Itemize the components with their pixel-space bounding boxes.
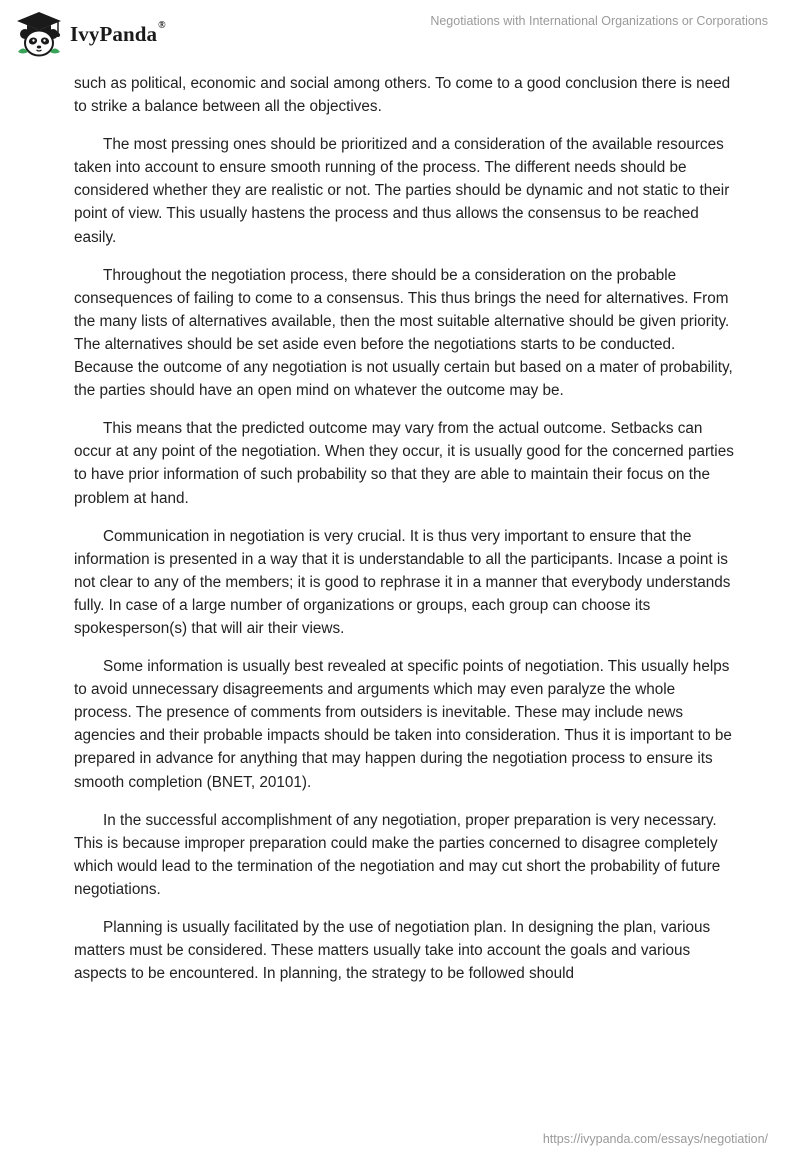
paragraph: Some information is usually best revealed at specific points of negotiation. This usually helps to avoid unnecessary disagreements and arguments which may even paralyze the whole process. The presence of comments from outsiders is inevitable. These may include news agencies and their probable impacts should be taken into consideration. Thus it is important to be prepared in advance for anything that may happen during the negotiation process to ensure its smooth completion (BNET, 20101).	[74, 658, 732, 791]
paragraph: Communication in negotiation is very crucial. It is thus very important to ensure that the information is presented in a way that it is understandable to all the participants. Incase a point is not clear to any of the members; it is good to rephrase it in a manner that everybody understands fully. In case of a large number of organizations or groups, each group can choose its spokesperson(s) that will air their views.	[74, 527, 731, 637]
paragraph: In the successful accomplishment of any negotiation, proper preparation is very necessary. This is because improper preparation could make the parties concerned to disagree completely which would lead to the termination of the negotiation and may cut short the probability of future negotiations.	[74, 811, 721, 898]
page-header	[0, 0, 800, 70]
paragraph: such as political, economic and social among others. To come to a good conclusion there is need to strike a balance between all the objectives.	[74, 75, 731, 116]
essay-body	[74, 72, 734, 1000]
registered-mark: ®	[158, 19, 166, 31]
document-title: Negotiations with International Organizations or Corporations	[430, 14, 768, 28]
panda-graduation-cap-icon	[14, 10, 64, 58]
source-url[interactable]: https://ivypanda.com/essays/negotiation/	[542, 1132, 768, 1146]
paragraph: Throughout the negotiation process, there should be a consideration on the probable consequences of failing to come to a consensus. This thus brings the need for alternatives. From the many lists of alternatives available, then the most suitable alternative should be given priority. The alternatives should be set aside even before the negotiations starts to be conducted. Because the outcome of any negotiation is not usually certain but based on a mater of probability, the parties should have an open mind on whatever the outcome may be.	[74, 266, 733, 400]
paragraph: This means that the predicted outcome may vary from the actual outcome. Setbacks can occur at any point of the negotiation. When they occur, it is usually good for the concerned parties to have prior information of such probability so that they are able to maintain their focus on the problem at hand.	[74, 420, 734, 507]
ivypanda-logo[interactable]	[14, 10, 166, 58]
paragraph: The most pressing ones should be prioritized and a consideration of the available resources taken into account to ensure smooth running of the process. The different needs should be considered whether they are realistic or not. The parties should be dynamic and not static to their point of view. This usually hastens the process and thus allows the consensus to be reached easily.	[74, 136, 730, 246]
brand-name: IvyPanda®	[70, 19, 166, 46]
paragraph: Planning is usually facilitated by the use of negotiation plan. In designing the plan, various matters must be considered. These matters usually take into account the goals and various aspects to be encountered. In planning, the strategy to be followed should	[74, 919, 711, 983]
